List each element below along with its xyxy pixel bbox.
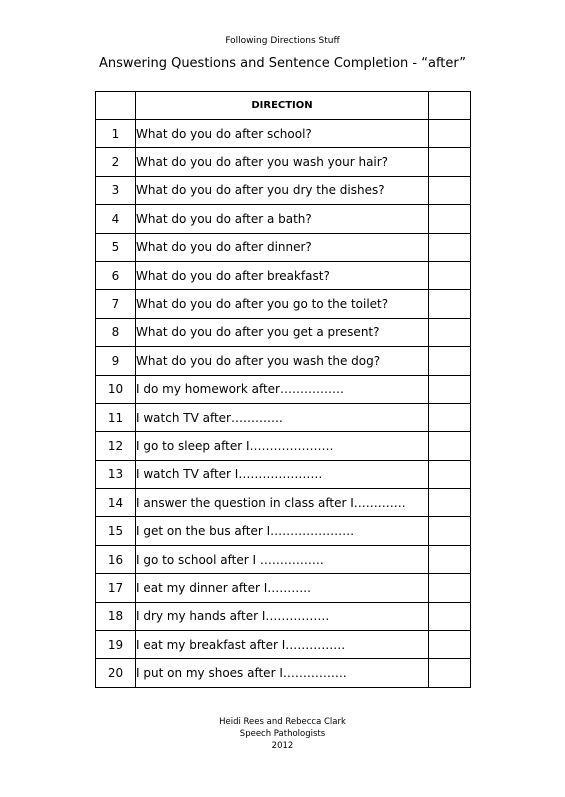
row-question: I eat my breakfast after I…………… bbox=[136, 631, 429, 659]
table-row bbox=[96, 318, 471, 346]
table-row bbox=[96, 545, 471, 573]
row-question: I dry my hands after I……………. bbox=[136, 602, 429, 630]
row-number: 20 bbox=[96, 659, 136, 687]
row-number: 16 bbox=[96, 545, 136, 573]
table-row bbox=[96, 176, 471, 204]
number-column-header bbox=[96, 92, 136, 120]
row-check-cell bbox=[429, 347, 471, 375]
row-check-cell bbox=[429, 318, 471, 346]
row-check-cell bbox=[429, 517, 471, 545]
row-number: 17 bbox=[96, 574, 136, 602]
row-number: 5 bbox=[96, 233, 136, 261]
document-category-label: Following Directions Stuff bbox=[225, 36, 340, 46]
direction-column-header: DIRECTION bbox=[136, 92, 429, 120]
row-question: I go to sleep after I………………… bbox=[136, 432, 429, 460]
row-question: What do you do after you dry the dishes? bbox=[136, 176, 429, 204]
footer-credits bbox=[0, 716, 565, 752]
row-number: 15 bbox=[96, 517, 136, 545]
row-check-cell bbox=[429, 261, 471, 289]
row-question: I get on the bus after I………………… bbox=[136, 517, 429, 545]
table-header-row bbox=[96, 92, 471, 120]
row-question: What do you do after school? bbox=[136, 120, 429, 148]
row-check-cell bbox=[429, 148, 471, 176]
table-row bbox=[96, 432, 471, 460]
page-title: Answering Questions and Sentence Completion - “after” bbox=[98, 56, 467, 71]
table-row bbox=[96, 403, 471, 431]
row-question: I put on my shoes after I……………. bbox=[136, 659, 429, 687]
row-number: 19 bbox=[96, 631, 136, 659]
row-question: What do you do after a bath? bbox=[136, 205, 429, 233]
row-question: What do you do after you wash the dog? bbox=[136, 347, 429, 375]
row-question: What do you do after you wash your hair? bbox=[136, 148, 429, 176]
table-row bbox=[96, 290, 471, 318]
row-question: I watch TV after…………. bbox=[136, 403, 429, 431]
table-row bbox=[96, 205, 471, 233]
footer-year: 2012 bbox=[271, 741, 294, 751]
row-question: What do you do after dinner? bbox=[136, 233, 429, 261]
row-number: 1 bbox=[96, 120, 136, 148]
table-row bbox=[96, 517, 471, 545]
table-row bbox=[96, 602, 471, 630]
table-row bbox=[96, 148, 471, 176]
row-number: 3 bbox=[96, 176, 136, 204]
table-row bbox=[96, 261, 471, 289]
table-row bbox=[96, 631, 471, 659]
table-row bbox=[96, 375, 471, 403]
row-question: I watch TV after I………………… bbox=[136, 460, 429, 488]
footer-authors: Heidi Rees and Rebecca Clark bbox=[219, 717, 346, 727]
row-check-cell bbox=[429, 205, 471, 233]
row-check-cell bbox=[429, 120, 471, 148]
row-question: I eat my dinner after I……….. bbox=[136, 574, 429, 602]
row-number: 11 bbox=[96, 403, 136, 431]
row-number: 6 bbox=[96, 261, 136, 289]
row-question: I do my homework after……………. bbox=[136, 375, 429, 403]
row-question: I go to school after I ……………. bbox=[136, 545, 429, 573]
table-row bbox=[96, 659, 471, 687]
row-number: 18 bbox=[96, 602, 136, 630]
row-number: 9 bbox=[96, 347, 136, 375]
table-row bbox=[96, 460, 471, 488]
row-check-cell bbox=[429, 545, 471, 573]
row-number: 2 bbox=[96, 148, 136, 176]
row-number: 13 bbox=[96, 460, 136, 488]
row-number: 7 bbox=[96, 290, 136, 318]
row-check-cell bbox=[429, 574, 471, 602]
row-question: What do you do after you get a present? bbox=[136, 318, 429, 346]
row-check-cell bbox=[429, 403, 471, 431]
row-check-cell bbox=[429, 233, 471, 261]
row-check-cell bbox=[429, 489, 471, 517]
row-check-cell bbox=[429, 290, 471, 318]
table-row bbox=[96, 233, 471, 261]
table-row bbox=[96, 489, 471, 517]
row-number: 4 bbox=[96, 205, 136, 233]
row-check-cell bbox=[429, 460, 471, 488]
row-number: 14 bbox=[96, 489, 136, 517]
table-row bbox=[96, 120, 471, 148]
table-row bbox=[96, 574, 471, 602]
row-check-cell bbox=[429, 631, 471, 659]
row-number: 12 bbox=[96, 432, 136, 460]
row-check-cell bbox=[429, 602, 471, 630]
row-question: What do you do after breakfast? bbox=[136, 261, 429, 289]
row-question: What do you do after you go to the toilet? bbox=[136, 290, 429, 318]
check-column-header bbox=[429, 92, 471, 120]
row-question: I answer the question in class after I…………. bbox=[136, 489, 429, 517]
row-check-cell bbox=[429, 375, 471, 403]
row-number: 8 bbox=[96, 318, 136, 346]
directions-table bbox=[95, 91, 471, 688]
row-check-cell bbox=[429, 659, 471, 687]
row-number: 10 bbox=[96, 375, 136, 403]
row-check-cell bbox=[429, 432, 471, 460]
row-check-cell bbox=[429, 176, 471, 204]
table-row bbox=[96, 347, 471, 375]
footer-profession: Speech Pathologists bbox=[239, 729, 326, 739]
table-body bbox=[96, 120, 471, 688]
